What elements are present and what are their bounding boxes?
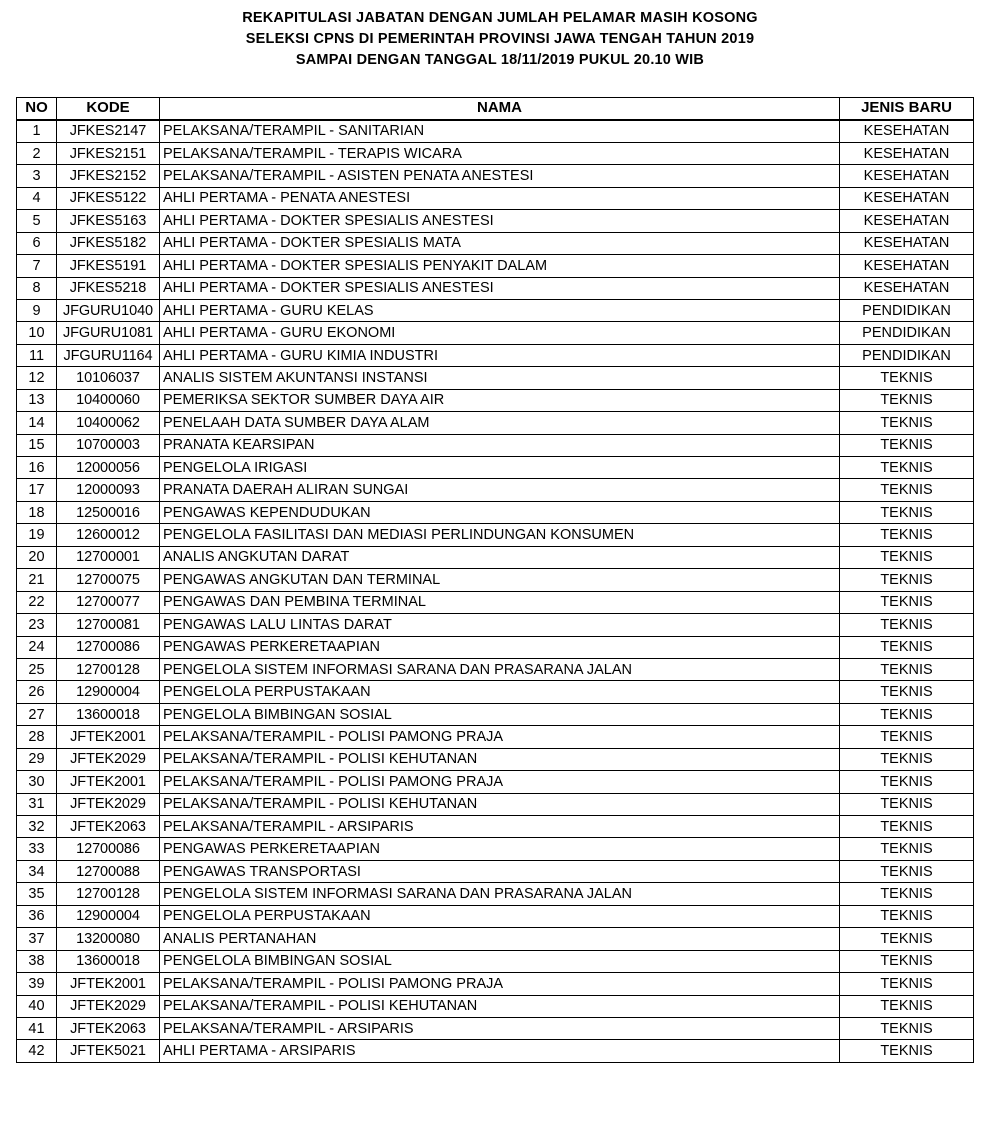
table-row (17, 210, 974, 232)
table-row (17, 187, 974, 209)
row-number: 18 (17, 501, 57, 523)
row-number: 25 (17, 658, 57, 680)
row-category: KESEHATAN (840, 210, 974, 232)
row-number: 15 (17, 434, 57, 456)
table-row (17, 748, 974, 770)
row-code: JFGURU1040 (57, 299, 160, 321)
table-row (17, 412, 974, 434)
table-row (17, 569, 974, 591)
row-number: 41 (17, 1017, 57, 1039)
row-code: 13200080 (57, 928, 160, 950)
table-row (17, 1040, 974, 1062)
row-code: JFTEK2029 (57, 995, 160, 1017)
row-code: JFTEK2029 (57, 793, 160, 815)
row-number: 42 (17, 1040, 57, 1062)
row-code: 12700086 (57, 636, 160, 658)
row-number: 16 (17, 457, 57, 479)
row-code: 12000056 (57, 457, 160, 479)
row-number: 24 (17, 636, 57, 658)
row-category: TEKNIS (840, 501, 974, 523)
row-position-name: PENGELOLA FASILITASI DAN MEDIASI PERLINDUNGAN KONSUMEN (160, 524, 840, 546)
row-number: 23 (17, 614, 57, 636)
row-number: 10 (17, 322, 57, 344)
table-row (17, 928, 974, 950)
row-code: JFTEK2001 (57, 973, 160, 995)
table-row (17, 367, 974, 389)
table-row (17, 950, 974, 972)
row-position-name: PENGELOLA SISTEM INFORMASI SARANA DAN PRASARANA JALAN (160, 883, 840, 905)
table-row (17, 703, 974, 725)
row-code: 10106037 (57, 367, 160, 389)
row-category: TEKNIS (840, 950, 974, 972)
table-row (17, 1017, 974, 1039)
row-position-name: PENGELOLA BIMBINGAN SOSIAL (160, 950, 840, 972)
row-category: TEKNIS (840, 883, 974, 905)
row-code: 12700088 (57, 860, 160, 882)
table-row (17, 546, 974, 568)
table-row (17, 255, 974, 277)
table-row (17, 389, 974, 411)
row-category: TEKNIS (840, 658, 974, 680)
row-position-name: PRANATA KEARSIPAN (160, 434, 840, 456)
row-code: JFKES5163 (57, 210, 160, 232)
row-code: 12700086 (57, 838, 160, 860)
row-code: JFKES5191 (57, 255, 160, 277)
row-category: PENDIDIKAN (840, 299, 974, 321)
row-category: TEKNIS (840, 793, 974, 815)
row-category: TEKNIS (840, 928, 974, 950)
row-code: 12700128 (57, 883, 160, 905)
row-category: TEKNIS (840, 860, 974, 882)
row-number: 8 (17, 277, 57, 299)
table-row (17, 905, 974, 927)
row-position-name: PELAKSANA/TERAMPIL - POLISI KEHUTANAN (160, 995, 840, 1017)
row-position-name: PENGAWAS LALU LINTAS DARAT (160, 614, 840, 636)
document-title (0, 0, 1000, 88)
row-position-name: PRANATA DAERAH ALIRAN SUNGAI (160, 479, 840, 501)
row-position-name: PENGAWAS PERKERETAAPIAN (160, 636, 840, 658)
table-row (17, 860, 974, 882)
row-position-name: AHLI PERTAMA - DOKTER SPESIALIS ANESTESI (160, 210, 840, 232)
row-position-name: PENGELOLA PERPUSTAKAAN (160, 681, 840, 703)
table-row (17, 973, 974, 995)
row-code: JFKES2147 (57, 120, 160, 142)
table-row (17, 838, 974, 860)
row-category: TEKNIS (840, 1017, 974, 1039)
row-category: TEKNIS (840, 546, 974, 568)
row-code: JFTEK2001 (57, 771, 160, 793)
row-code: JFTEK2029 (57, 748, 160, 770)
row-code: JFKES5182 (57, 232, 160, 254)
row-number: 11 (17, 344, 57, 366)
row-position-name: AHLI PERTAMA - PENATA ANESTESI (160, 187, 840, 209)
row-code: JFTEK2063 (57, 1017, 160, 1039)
row-position-name: PELAKSANA/TERAMPIL - POLISI PAMONG PRAJA (160, 726, 840, 748)
title-line-1: REKAPITULASI JABATAN DENGAN JUMLAH PELAMAR MASIH KOSONG (242, 10, 758, 26)
row-number: 40 (17, 995, 57, 1017)
row-category: TEKNIS (840, 816, 974, 838)
row-number: 21 (17, 569, 57, 591)
row-number: 29 (17, 748, 57, 770)
row-position-name: PENGELOLA PERPUSTAKAAN (160, 905, 840, 927)
table-row (17, 614, 974, 636)
row-number: 34 (17, 860, 57, 882)
table-row (17, 816, 974, 838)
row-category: KESEHATAN (840, 165, 974, 187)
row-number: 33 (17, 838, 57, 860)
row-code: 12700128 (57, 658, 160, 680)
table-row (17, 883, 974, 905)
row-number: 6 (17, 232, 57, 254)
row-code: 12700001 (57, 546, 160, 568)
row-code: 13600018 (57, 950, 160, 972)
row-category: TEKNIS (840, 524, 974, 546)
row-number: 7 (17, 255, 57, 277)
row-category: PENDIDIKAN (840, 322, 974, 344)
table-row (17, 322, 974, 344)
row-category: TEKNIS (840, 412, 974, 434)
row-position-name: PELAKSANA/TERAMPIL - ARSIPARIS (160, 1017, 840, 1039)
row-number: 3 (17, 165, 57, 187)
row-code: JFTEK5021 (57, 1040, 160, 1062)
row-category: TEKNIS (840, 905, 974, 927)
table-row (17, 165, 974, 187)
row-position-name: AHLI PERTAMA - DOKTER SPESIALIS PENYAKIT DALAM (160, 255, 840, 277)
row-code: 12700077 (57, 591, 160, 613)
table-row (17, 277, 974, 299)
row-category: TEKNIS (840, 995, 974, 1017)
row-code: 12000093 (57, 479, 160, 501)
row-code: 10700003 (57, 434, 160, 456)
row-number: 35 (17, 883, 57, 905)
table-row (17, 636, 974, 658)
row-number: 26 (17, 681, 57, 703)
row-position-name: PENGELOLA IRIGASI (160, 457, 840, 479)
row-position-name: PENELAAH DATA SUMBER DAYA ALAM (160, 412, 840, 434)
row-category: TEKNIS (840, 748, 974, 770)
row-position-name: PENGAWAS PERKERETAAPIAN (160, 838, 840, 860)
column-header-no: NO (17, 98, 57, 120)
row-category: TEKNIS (840, 973, 974, 995)
table-row (17, 120, 974, 142)
row-position-name: ANALIS ANGKUTAN DARAT (160, 546, 840, 568)
table-row (17, 344, 974, 366)
row-category: TEKNIS (840, 367, 974, 389)
row-category: TEKNIS (840, 703, 974, 725)
row-category: TEKNIS (840, 434, 974, 456)
table-row (17, 524, 974, 546)
row-number: 2 (17, 142, 57, 164)
row-number: 19 (17, 524, 57, 546)
row-position-name: PEMERIKSA SEKTOR SUMBER DAYA AIR (160, 389, 840, 411)
row-position-name: PELAKSANA/TERAMPIL - TERAPIS WICARA (160, 142, 840, 164)
row-position-name: AHLI PERTAMA - GURU KELAS (160, 299, 840, 321)
row-category: TEKNIS (840, 1040, 974, 1062)
header-row (17, 98, 974, 120)
row-code: JFKES5218 (57, 277, 160, 299)
row-number: 1 (17, 120, 57, 142)
table-row (17, 591, 974, 613)
row-number: 36 (17, 905, 57, 927)
row-number: 31 (17, 793, 57, 815)
row-position-name: PENGAWAS KEPENDUDUKAN (160, 501, 840, 523)
table-row (17, 995, 974, 1017)
row-position-name: PENGELOLA BIMBINGAN SOSIAL (160, 703, 840, 725)
row-category: TEKNIS (840, 726, 974, 748)
row-position-name: AHLI PERTAMA - DOKTER SPESIALIS MATA (160, 232, 840, 254)
row-position-name: PENGELOLA SISTEM INFORMASI SARANA DAN PRASARANA JALAN (160, 658, 840, 680)
row-code: 12900004 (57, 681, 160, 703)
table-row (17, 726, 974, 748)
row-category: TEKNIS (840, 389, 974, 411)
row-code: JFKES2151 (57, 142, 160, 164)
row-number: 38 (17, 950, 57, 972)
row-number: 20 (17, 546, 57, 568)
row-position-name: PENGAWAS TRANSPORTASI (160, 860, 840, 882)
row-position-name: ANALIS SISTEM AKUNTANSI INSTANSI (160, 367, 840, 389)
row-code: JFGURU1081 (57, 322, 160, 344)
row-category: KESEHATAN (840, 187, 974, 209)
row-position-name: AHLI PERTAMA - GURU KIMIA INDUSTRI (160, 344, 840, 366)
row-category: TEKNIS (840, 614, 974, 636)
row-number: 28 (17, 726, 57, 748)
table-row (17, 142, 974, 164)
row-code: JFKES2152 (57, 165, 160, 187)
row-code: 13600018 (57, 703, 160, 725)
row-position-name: PENGAWAS DAN PEMBINA TERMINAL (160, 591, 840, 613)
row-category: KESEHATAN (840, 142, 974, 164)
table-row (17, 299, 974, 321)
row-category: TEKNIS (840, 771, 974, 793)
row-number: 9 (17, 299, 57, 321)
row-code: 12700075 (57, 569, 160, 591)
column-header-kode: KODE (57, 98, 160, 120)
title-line-2: SELEKSI CPNS DI PEMERINTAH PROVINSI JAWA TENGAH TAHUN 2019 (245, 31, 755, 47)
column-header-jenis: JENIS BARU (840, 98, 974, 120)
row-position-name: PELAKSANA/TERAMPIL - SANITARIAN (160, 120, 840, 142)
row-code: JFKES5122 (57, 187, 160, 209)
row-category: PENDIDIKAN (840, 344, 974, 366)
table-row (17, 457, 974, 479)
table-row (17, 658, 974, 680)
row-number: 39 (17, 973, 57, 995)
row-category: KESEHATAN (840, 232, 974, 254)
row-code: 10400062 (57, 412, 160, 434)
table-row (17, 501, 974, 523)
row-category: TEKNIS (840, 681, 974, 703)
row-position-name: PELAKSANA/TERAMPIL - ASISTEN PENATA ANESTESI (160, 165, 840, 187)
row-number: 37 (17, 928, 57, 950)
row-position-name: PELAKSANA/TERAMPIL - POLISI KEHUTANAN (160, 793, 840, 815)
row-code: 12500016 (57, 501, 160, 523)
row-category: KESEHATAN (840, 277, 974, 299)
table-row (17, 681, 974, 703)
row-number: 22 (17, 591, 57, 613)
row-category: KESEHATAN (840, 255, 974, 277)
table-body (17, 120, 974, 1062)
row-number: 17 (17, 479, 57, 501)
row-position-name: AHLI PERTAMA - DOKTER SPESIALIS ANESTESI (160, 277, 840, 299)
row-code: 12600012 (57, 524, 160, 546)
row-category: TEKNIS (840, 457, 974, 479)
row-number: 32 (17, 816, 57, 838)
row-category: TEKNIS (840, 636, 974, 658)
row-category: TEKNIS (840, 569, 974, 591)
row-number: 13 (17, 389, 57, 411)
row-position-name: ANALIS PERTANAHAN (160, 928, 840, 950)
table-row (17, 771, 974, 793)
row-number: 14 (17, 412, 57, 434)
row-position-name: AHLI PERTAMA - GURU EKONOMI (160, 322, 840, 344)
row-code: 12900004 (57, 905, 160, 927)
row-code: 12700081 (57, 614, 160, 636)
row-position-name: PELAKSANA/TERAMPIL - ARSIPARIS (160, 816, 840, 838)
row-category: KESEHATAN (840, 120, 974, 142)
row-code: JFGURU1164 (57, 344, 160, 366)
row-code: JFTEK2001 (57, 726, 160, 748)
row-position-name: PELAKSANA/TERAMPIL - POLISI PAMONG PRAJA (160, 771, 840, 793)
table-row (17, 232, 974, 254)
row-position-name: PELAKSANA/TERAMPIL - POLISI KEHUTANAN (160, 748, 840, 770)
row-number: 4 (17, 187, 57, 209)
row-number: 30 (17, 771, 57, 793)
table-header (17, 98, 974, 120)
row-category: TEKNIS (840, 479, 974, 501)
row-position-name: PELAKSANA/TERAMPIL - POLISI PAMONG PRAJA (160, 973, 840, 995)
row-code: JFTEK2063 (57, 816, 160, 838)
row-number: 27 (17, 703, 57, 725)
table-row (17, 793, 974, 815)
title-line-3: SAMPAI DENGAN TANGGAL 18/11/2019 PUKUL 20.10 WIB (295, 52, 705, 68)
column-header-nama: NAMA (160, 98, 840, 120)
row-category: TEKNIS (840, 591, 974, 613)
row-code: 10400060 (57, 389, 160, 411)
row-category: TEKNIS (840, 838, 974, 860)
vacancy-table (16, 97, 974, 1063)
table-row (17, 434, 974, 456)
table-row (17, 479, 974, 501)
row-number: 5 (17, 210, 57, 232)
row-position-name: PENGAWAS ANGKUTAN DAN TERMINAL (160, 569, 840, 591)
row-position-name: AHLI PERTAMA - ARSIPARIS (160, 1040, 840, 1062)
row-number: 12 (17, 367, 57, 389)
